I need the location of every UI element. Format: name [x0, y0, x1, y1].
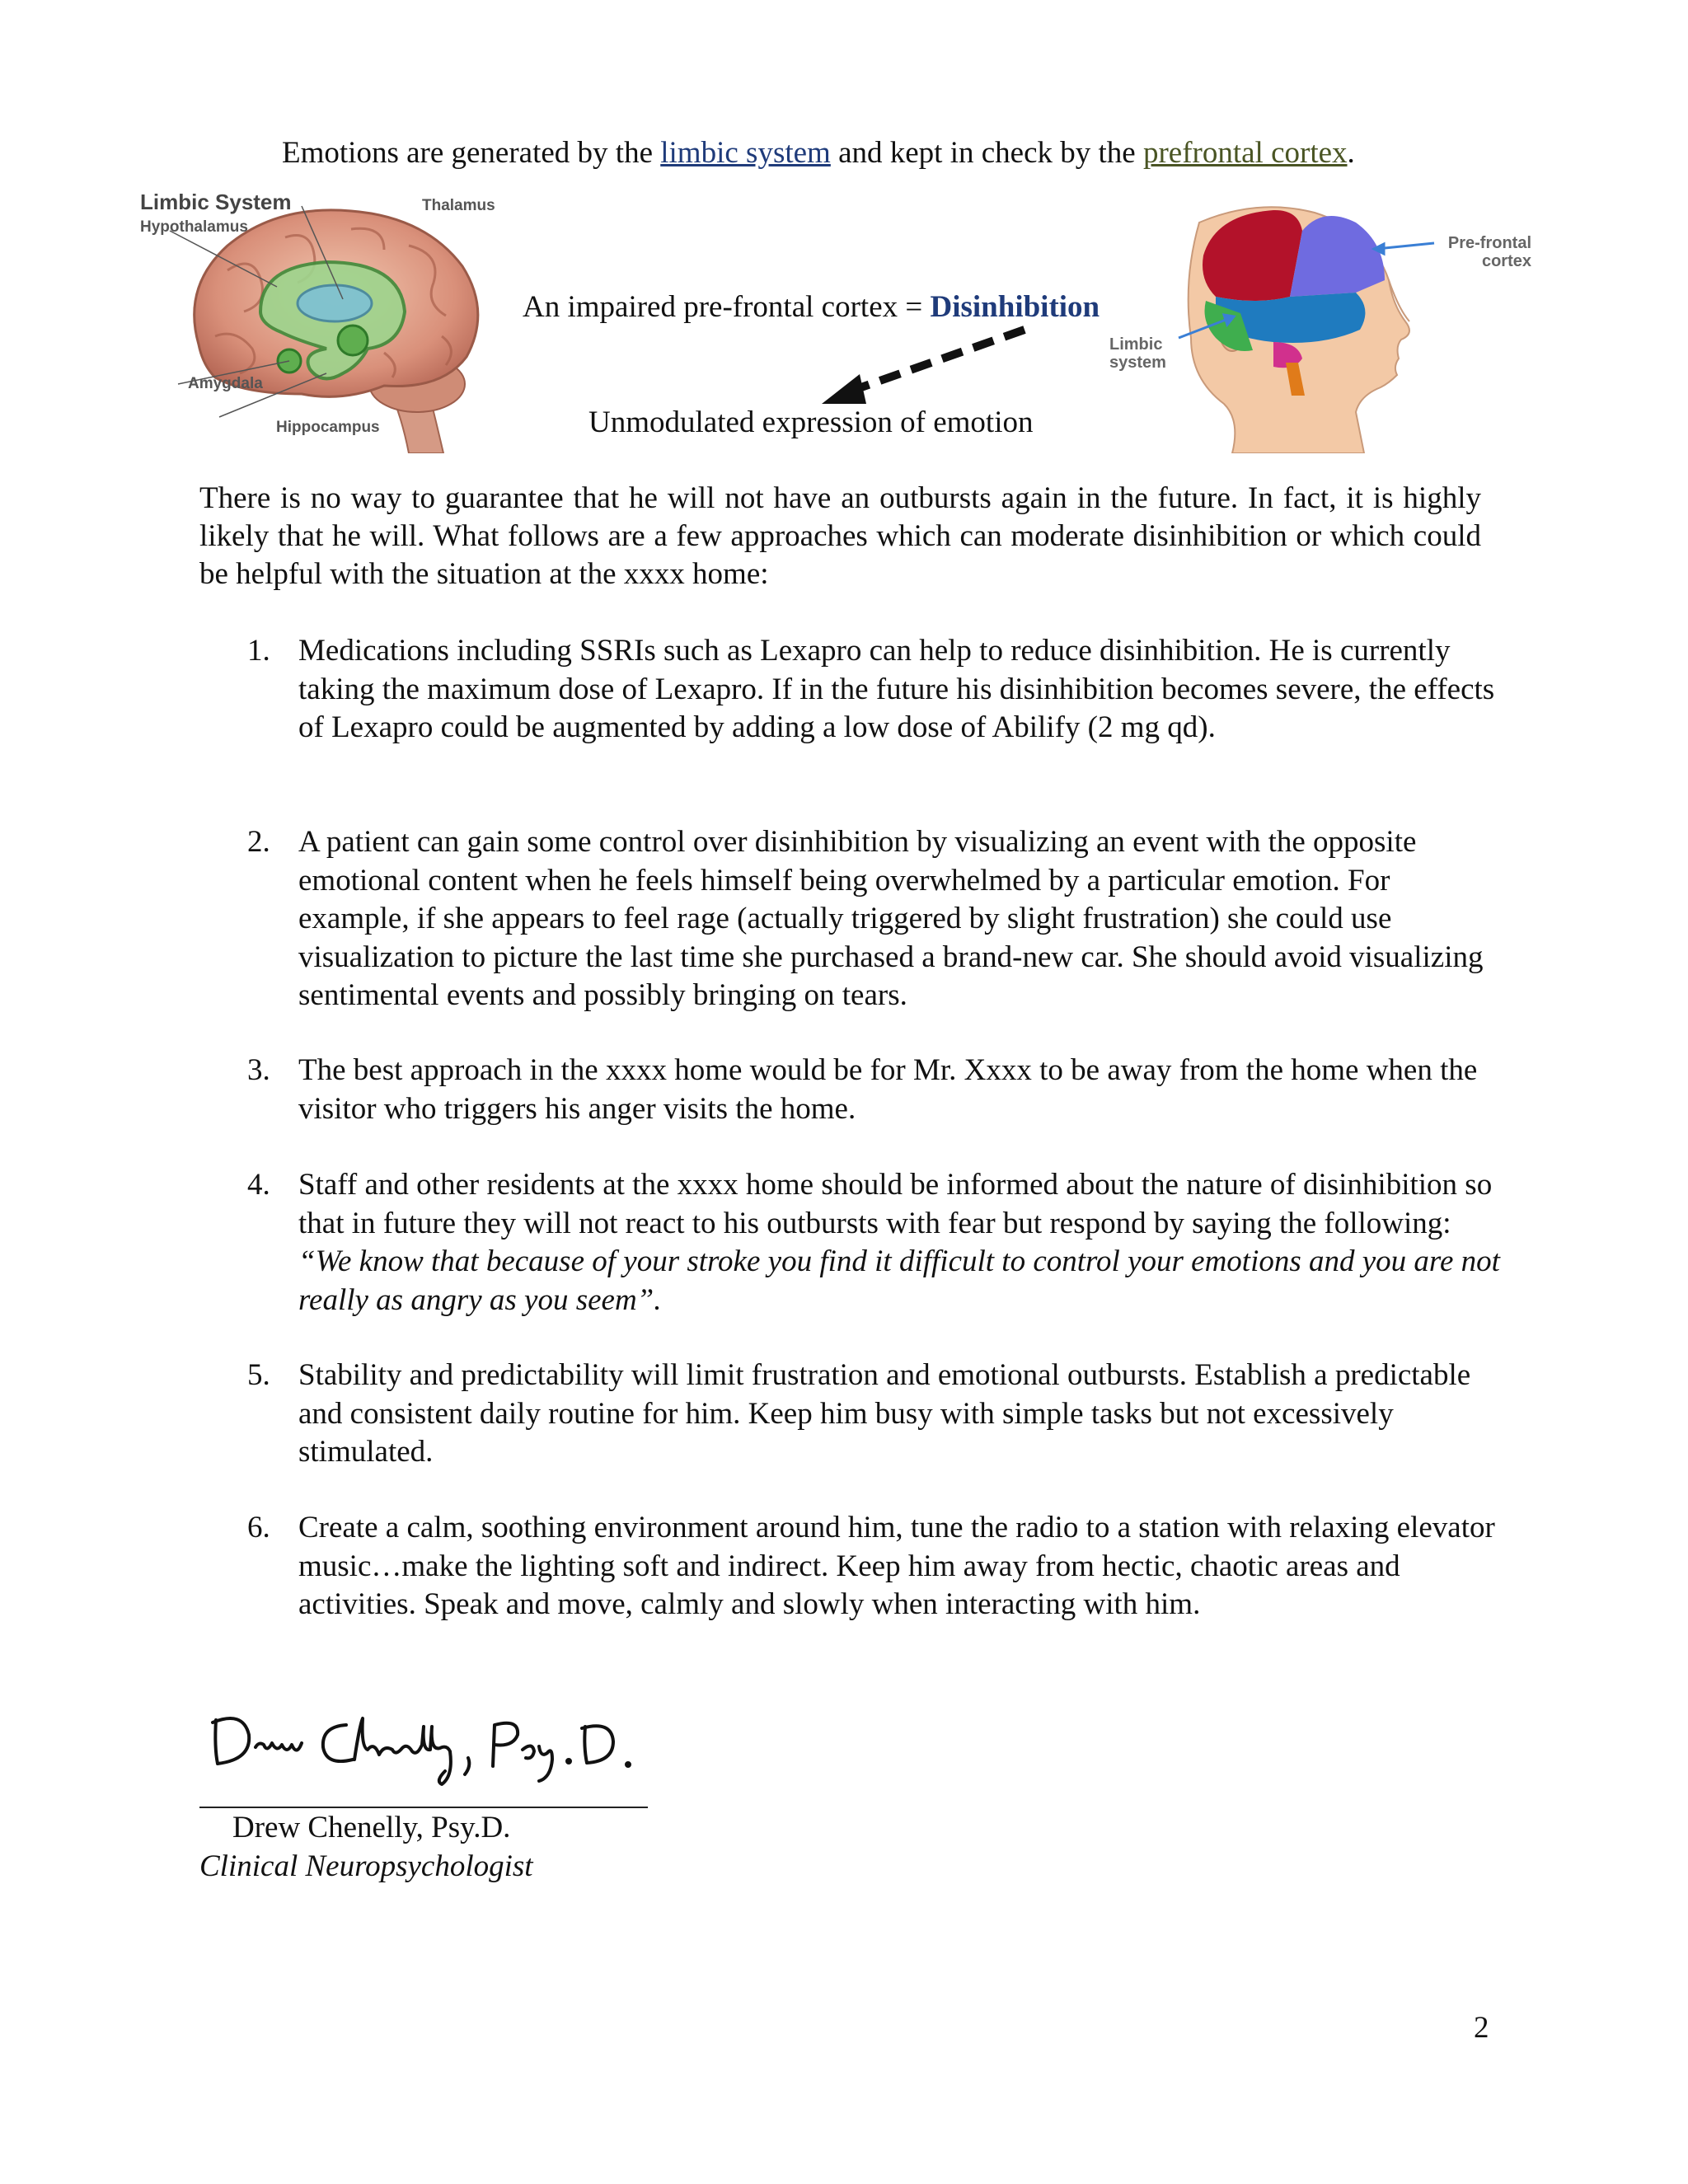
signer-name: Drew Chenelly, Psy.D.: [232, 1811, 511, 1844]
item-text: Create a calm, soothing environment around him, tune the radio to a station with relaxing elevator music…make the lighting soft and indirect. Keep him away from hectic, chaotic areas and activities. Speak and move, calmly and slowly when interacting with him.: [298, 1511, 1495, 1621]
limbic-figure-title: Limbic System: [140, 190, 292, 214]
item-text: Medications including SSRIs such as Lexapro can help to reduce disinhibition. He is currently taking the maximum dose of Lexapro. If in the future his disinhibition becomes severe, the effects of Lexapro could be augmented by adding a low dose of Abilify (2 mg qd).: [298, 634, 1495, 744]
item-text: Staff and other residents at the xxxx home should be informed about the nature of disinhibition so that in future they will not react to his outbursts with fear but respond by saying the following:: [298, 1168, 1493, 1240]
item-number: 3.: [247, 1053, 270, 1087]
label-hippocampus: Hippocampus: [276, 419, 380, 436]
item-number: 6.: [247, 1511, 270, 1544]
impaired-text: An impaired pre-frontal cortex =: [523, 290, 923, 324]
label-prefrontal-cortex: Pre-frontal cortex: [1447, 234, 1531, 270]
item-text: Stability and predictability will limit frustration and emotional outbursts. Establish a predictable and consistent daily routine for him. Keep him busy with simple tasks but not excessively stimulated.: [298, 1358, 1471, 1469]
dashed-arrow-icon: [812, 323, 1026, 414]
item-number: 5.: [247, 1358, 270, 1392]
label-thalamus: Thalamus: [422, 197, 495, 214]
intro-before: Emotions are generated by the: [282, 136, 653, 170]
unmodulated-line: Unmodulated expression of emotion: [588, 405, 1034, 439]
impaired-line: [523, 288, 1100, 326]
item-number: 4.: [247, 1168, 270, 1202]
item-quote: “We know that because of your stroke you find it difficult to control your emotions and you are not really as angry as you seem”.: [298, 1244, 1500, 1317]
item-number: 1.: [247, 634, 270, 668]
intro-end: .: [1347, 136, 1355, 170]
header-line: [282, 134, 1355, 172]
signature-line: [199, 1807, 648, 1808]
item-number: 2.: [247, 825, 270, 859]
prefrontal-cortex-link[interactable]: prefrontal cortex: [1142, 136, 1348, 170]
item-text: The best approach in the xxxx home would be for Mr. Xxxx to be away from the home when the visitor who triggers his anger visits the home.: [298, 1053, 1478, 1126]
intro-mid: and kept in check by the: [838, 136, 1136, 170]
limbic-system-link[interactable]: limbic system: [660, 136, 831, 170]
page-number: 2: [1474, 2011, 1489, 2045]
item-text: A patient can gain some control over disinhibition by visualizing an event with the opposite emotional content when he feels himself being overwhelmed by a particular emotion. For example, if she appears to feel rage (actually triggered by slight frustration) she could use visualization to picture the last time she purchased a brand-new car. She should avoid visualizing sentimental events and possibly bringing on tears.: [298, 825, 1484, 1012]
label-amygdala: Amygdala: [188, 375, 263, 392]
label-limbic-system: Limbic system: [1109, 335, 1166, 372]
disinhibition-label: Disinhibition: [930, 290, 1100, 324]
intro-paragraph: There is no way to guarantee that he will not have an outbursts again in the future. In fact, it is highly likely that he will. What follows are a few approaches which can moderate disinhibition or which could be helpful with the situation at the xxxx home:: [199, 481, 1481, 591]
handwritten-signature: [206, 1702, 701, 1801]
signer-title: Clinical Neuropsychologist: [199, 1849, 533, 1883]
label-hypothalamus: Hypothalamus: [140, 218, 248, 236]
